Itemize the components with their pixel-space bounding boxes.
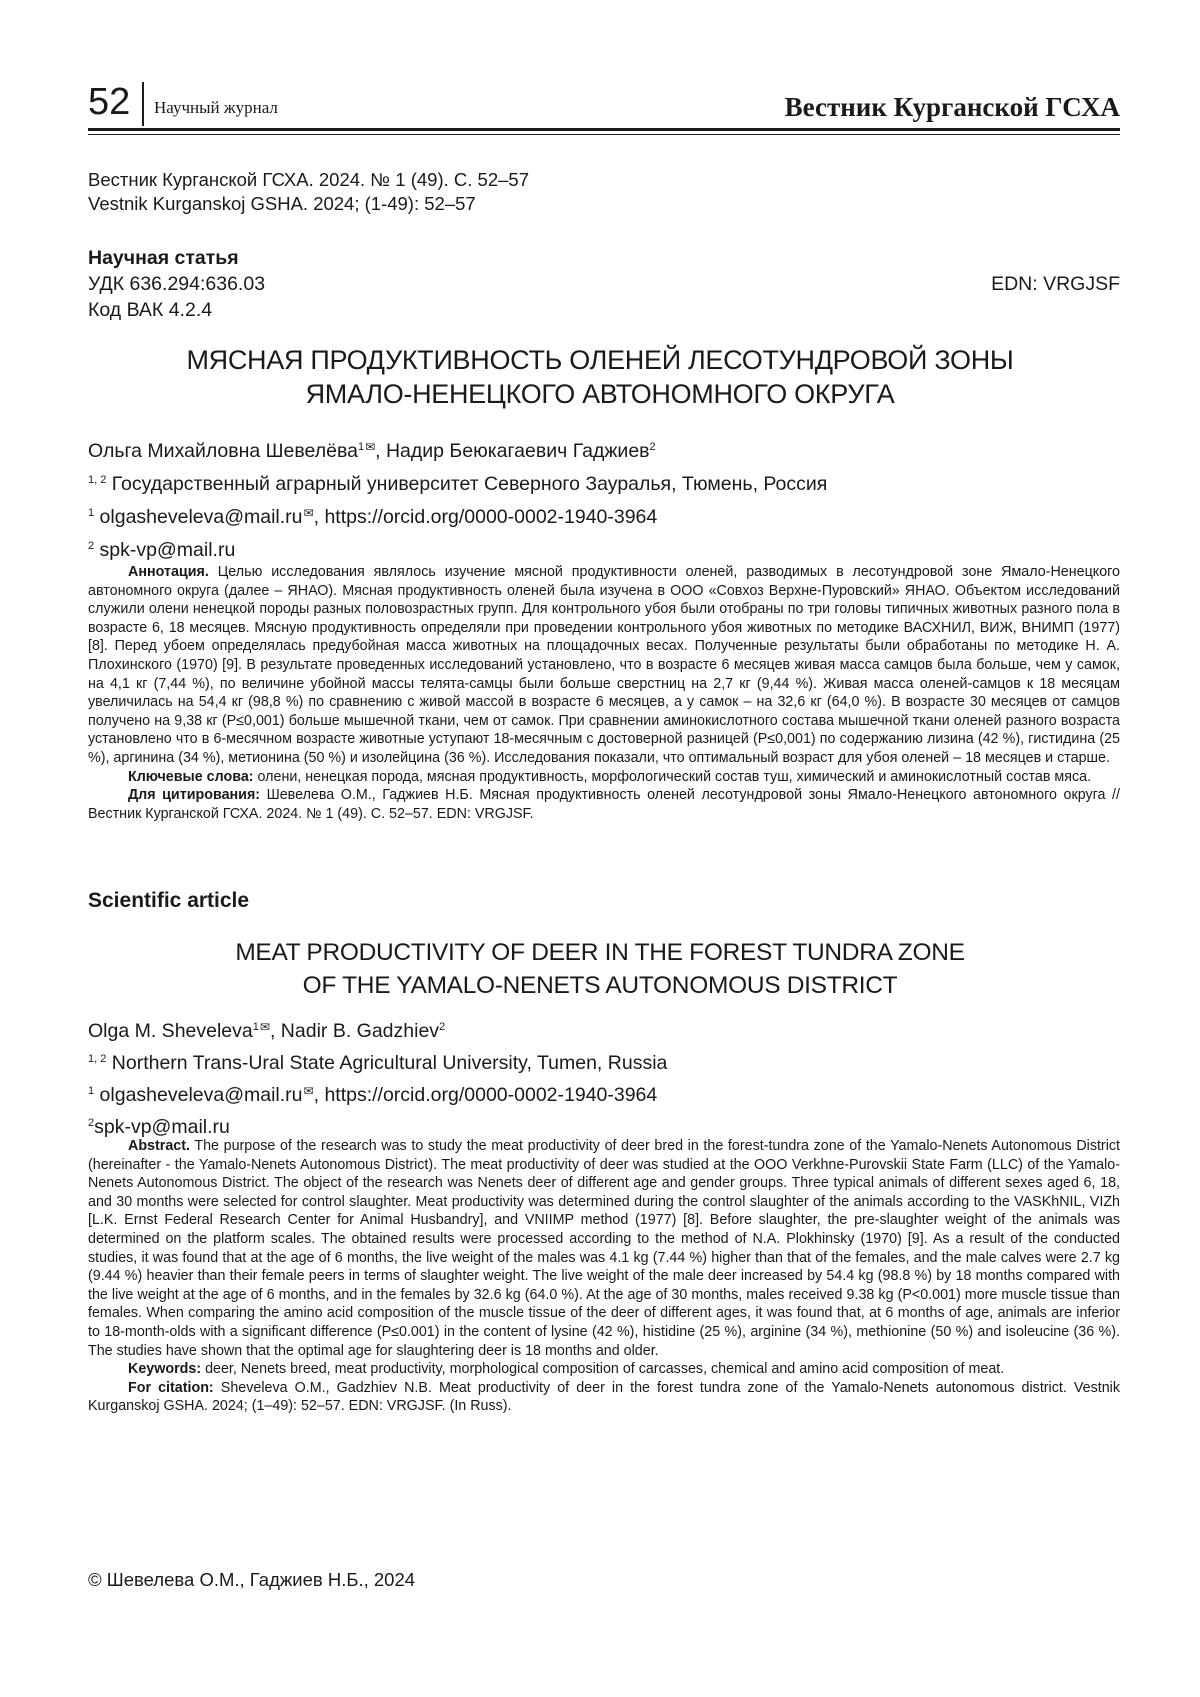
abstract-label-en: Abstract. [128, 1138, 190, 1154]
header-rule-thick [88, 128, 1120, 131]
author-1-name-en: Olga M. Sheveleva [88, 1020, 253, 1042]
orcid-link[interactable]: https://orcid.org/0000-0002-1940-3964 [324, 506, 658, 528]
article-type-en: Scientific article [88, 889, 250, 912]
keywords-text-en: deer, Nenets breed, meat productivity, morphological composition of carcasses, chemical and amino acid composition of meat. [205, 1361, 1005, 1378]
author-1-sup: 1 [357, 441, 365, 453]
email-2-link-en[interactable]: spk-vp@mail.ru [94, 1116, 230, 1138]
author-1-sup-en: 1 [252, 1021, 259, 1033]
orcid-link-en[interactable]: https://orcid.org/0000-0002-1940-3964 [324, 1084, 658, 1106]
header-rule-thin [88, 134, 1120, 135]
running-header [88, 80, 1120, 140]
abstract-en [88, 1137, 1120, 1416]
title-ru-line-2: ЯМАЛО-НЕНЕЦКОГО АВТОНОМНОГО ОКРУГА [305, 379, 895, 409]
envelope-icon: ✉ [365, 440, 376, 454]
cite-text-ru: Шевелева О.М., Гаджиев Н.Б. Мясная продуктивность оленей лесотундровой зоны Ямало-Ненецкого автономного округа // Вестник Курганской ГСХА. 2024. № 1 (49). С. 52–57. EDN: VRGJSF. [88, 787, 1120, 822]
citation-en: Vestnik Kurganskoj GSHA. 2024; (1-49): 52–57 [88, 193, 476, 214]
authors-line-en [88, 1013, 1120, 1045]
abstract-label-ru: Аннотация. [128, 564, 209, 580]
citation-block [88, 168, 1120, 216]
edn-code: EDN: VRGJSF [991, 273, 1120, 295]
affiliation-text: Государственный аграрный университет Северного Зауралья, Тюмень, Россия [111, 473, 828, 495]
article-type-ru: Научная статья [88, 247, 239, 269]
email-1-link-en[interactable]: olgasheveleva@mail.ru [99, 1084, 303, 1106]
title-en-line-1: MEAT PRODUCTIVITY OF DEER IN THE FOREST TUNDRA ZONE [235, 939, 965, 966]
email-line-1-en: $^1$ olgasheveleva@mail.ru✉, https://orcid.org/0000-0002-1940-3964 [88, 1084, 658, 1106]
email-line-2-ru [88, 532, 1120, 565]
email-1-sup: 1 [88, 507, 95, 519]
cite-paragraph-en [88, 1379, 1120, 1416]
envelope-icon: ✉ [259, 1020, 270, 1034]
cite-label-en: For citation: [128, 1379, 214, 1396]
article-title-ru [60, 343, 1140, 411]
affiliation-text-en: Northern Trans-Ural State Agricultural University, Tumen, Russia [111, 1052, 668, 1074]
page-number: 52 [88, 81, 131, 123]
affiliation-line-ru [88, 466, 1120, 499]
affiliation-line-en [88, 1045, 1120, 1077]
author-2-sup: 2 [649, 441, 656, 453]
author-2-name: Надир Беюкагаевич Гаджиев [385, 440, 650, 462]
email-2-sup: 2 [88, 540, 95, 552]
article-title-en [60, 936, 1140, 1002]
udk-code: УДК 636.294:636.03 [88, 273, 266, 295]
abstract-text-ru: Целью исследования являлось изучение мясной продуктивности оленей, разводимых в лесотундровой зоне Ямало-Ненецкого автономного округа (далее – ЯНАО). Мясная продуктивность оленей была изучена в ООО «Совхоз Верхне-Пуровский» ЯНАО. Объектом исследований служили олени ненецкой породы разных половозрастных групп. Для контрольного убоя были отобраны по три головы типичных животных разного пола в возрасте 6, 18 месяцев. Мясную продуктивность определяли при проведении контрольного убоя животных по методике ВАСХНИЛ, ВИЖ, ВНИМП (1977) [8]. Перед убоем определялась предубойная масса животных на площадочных весах. Полученные результаты были обработаны по методике Н. А. Плохинского (1970) [9]. В результате проведенных исследований установлено, что в возрасте 6 месяцев живая масса самцов была больше, чем у самок, на 4,1 кг (7,44 %), по величине убойной массы телята-самцы были больше сверстниц на 2,7 кг (9,44 %). Живая масса оленей-самцов к 18 месяцам увеличилась на 54,4 кг (98,8 %) по сравнению с живой массой в возрасте 6 месяцев, а у самок – на 32,6 кг (64,0 %). В возрасте 30 месяцев от самцов получено на 9,38 кг (P≤0,001) больше мышечной ткани, чем от самок. При сравнении аминокислотного состава мышечной ткани оленей разного возраста установлено что в 6-месячном возрасте животные уступают 18-месячным с достоверной разницей (P≤0,001) по содержанию лизина (42 %), гистидина (25 %), аргинина (34 %), метионина (50 %) и изолейцина (36 %). Исследования показали, что оптимальный возраст для убоя оленей – 18 месяцев и старше. [88, 564, 1120, 766]
copyright-notice: © Шевелева О.М., Гаджиев Н.Б., 2024 [88, 1569, 416, 1590]
title-ru-line-1: МЯСНАЯ ПРОДУКТИВНОСТЬ ОЛЕНЕЙ ЛЕСОТУНДРОВОЙ ЗОНЫ [186, 345, 1014, 375]
abstract-paragraph-ru [88, 563, 1120, 768]
authors-line-ru [88, 433, 1120, 466]
article-meta [88, 245, 1120, 323]
abstract-paragraph-en [88, 1137, 1120, 1360]
cite-text-en: Sheveleva O.M., Gadzhiev N.B. Meat productivity of deer in the forest tundra zone of the Yamalo-Nenets autonomous district. Vestnik Kurganskoj GSHA. 2024; (1–49): 52–57. EDN: VRGJSF. (In Russ). [88, 1379, 1120, 1415]
author-separator-en: , [269, 1020, 281, 1042]
abstract-ru [88, 563, 1120, 823]
envelope-icon: ✉ [303, 506, 314, 520]
keywords-text-ru: олени, ненецкая порода, мясная продуктивность, морфологический состав туш, химический и аминокислотный состав мяса. [257, 768, 1092, 785]
envelope-icon: ✉ [303, 1084, 314, 1098]
email-line-1-ru: $^1$ olgasheveleva@mail.ru✉, https://orcid.org/0000-0002-1940-3964 [88, 506, 658, 528]
header-divider [142, 82, 144, 126]
cite-paragraph-ru [88, 786, 1120, 823]
email-1-sup-en: 1 [88, 1085, 95, 1097]
journal-type: Научный журнал [154, 98, 278, 117]
journal-name: Вестник Курганской ГСХА [784, 92, 1120, 122]
authors-block-ru [88, 433, 1120, 565]
vak-code: Код ВАК 4.2.4 [88, 299, 213, 321]
abstract-text-en: The purpose of the research was to study the meat productivity of deer bred in the forest-tundra zone of the Yamalo-Nenets Autonomous District (hereinafter - the Yamalo-Nenets Autonomous District). The meat productivity of deer was studied at the OOO Verkhne-Purovskii State Farm (LLC) of the Yamalo-Nenets Autonomous District. The object of the research was Nenets deer of different age and gender groups. Three typical animals of different sexes aged 6, 18, and 30 months were selected for control slaughter. Meat productivity was determined during the control slaughter of the animals according to the VASKhNIL, VIZh [L.K. Ernst Federal Research Center for Animal Husbandry], and VNIIMP method (1977) [8]. Before slaughter, the pre-slaughter weight of the animals was determined on the platform scales. The obtained results were processed according to the method of N.A. Plokhinsky (1970) [9]. As a result of the conducted studies, it was found that at the age of 6 months, the live weight of the males was 4.1 kg (7.44 %) higher than that of the females, and the male calves were 2.7 kg (9.44 %) heavier than their female peers in terms of slaughter weight. The live weight of the male deer increased by 54.4 kg (98.8 %) by 18 months compared with the live weight at the age of 6 months, and in the females by 32.6 kg (64.0 %). At the age of 30 months, males received 9.38 kg (P<0.001) more muscle tissue than females. When comparing the amino acid composition of the muscle tissue of the deer of different ages, it was found that, at 6 months of age, animals are inferior to 18-month-olds with a significant difference (P≤0.001) in the content of lysine (42 %), histidine (25 %), arginine (34 %), methionine (50 %) and isoleucine (36 %). The studies have shown that the optimal age for slaughtering deer is 18 months and older. [88, 1138, 1120, 1359]
title-en-line-2: OF THE YAMALO-NENETS AUTONOMOUS DISTRICT [302, 972, 898, 999]
keywords-label-en: Keywords: [128, 1361, 202, 1378]
authors-block-en [88, 1013, 1120, 1141]
author-separator: , [375, 440, 386, 462]
author-2-name-en: Nadir B. Gadzhiev [280, 1020, 440, 1042]
affiliation-sup: 1, 2 [88, 474, 107, 486]
keywords-paragraph-en [88, 1360, 1120, 1379]
citation-ru: Вестник Курганской ГСХА. 2024. № 1 (49). С. 52–57 [88, 169, 529, 190]
cite-label-ru: Для цитирования: [128, 787, 261, 804]
author-2-sup-en: 2 [439, 1021, 446, 1033]
keywords-paragraph-ru [88, 768, 1120, 787]
keywords-label-ru: Ключевые слова: [128, 768, 254, 785]
author-1-name: Ольга Михайловна Шевелёва [88, 440, 358, 462]
affiliation-sup-en: 1, 2 [88, 1053, 107, 1065]
email-2-link[interactable]: spk-vp@mail.ru [99, 539, 236, 561]
email-2-sup-en: 2 [88, 1117, 95, 1129]
email-1-link[interactable]: olgasheveleva@mail.ru [99, 506, 303, 528]
